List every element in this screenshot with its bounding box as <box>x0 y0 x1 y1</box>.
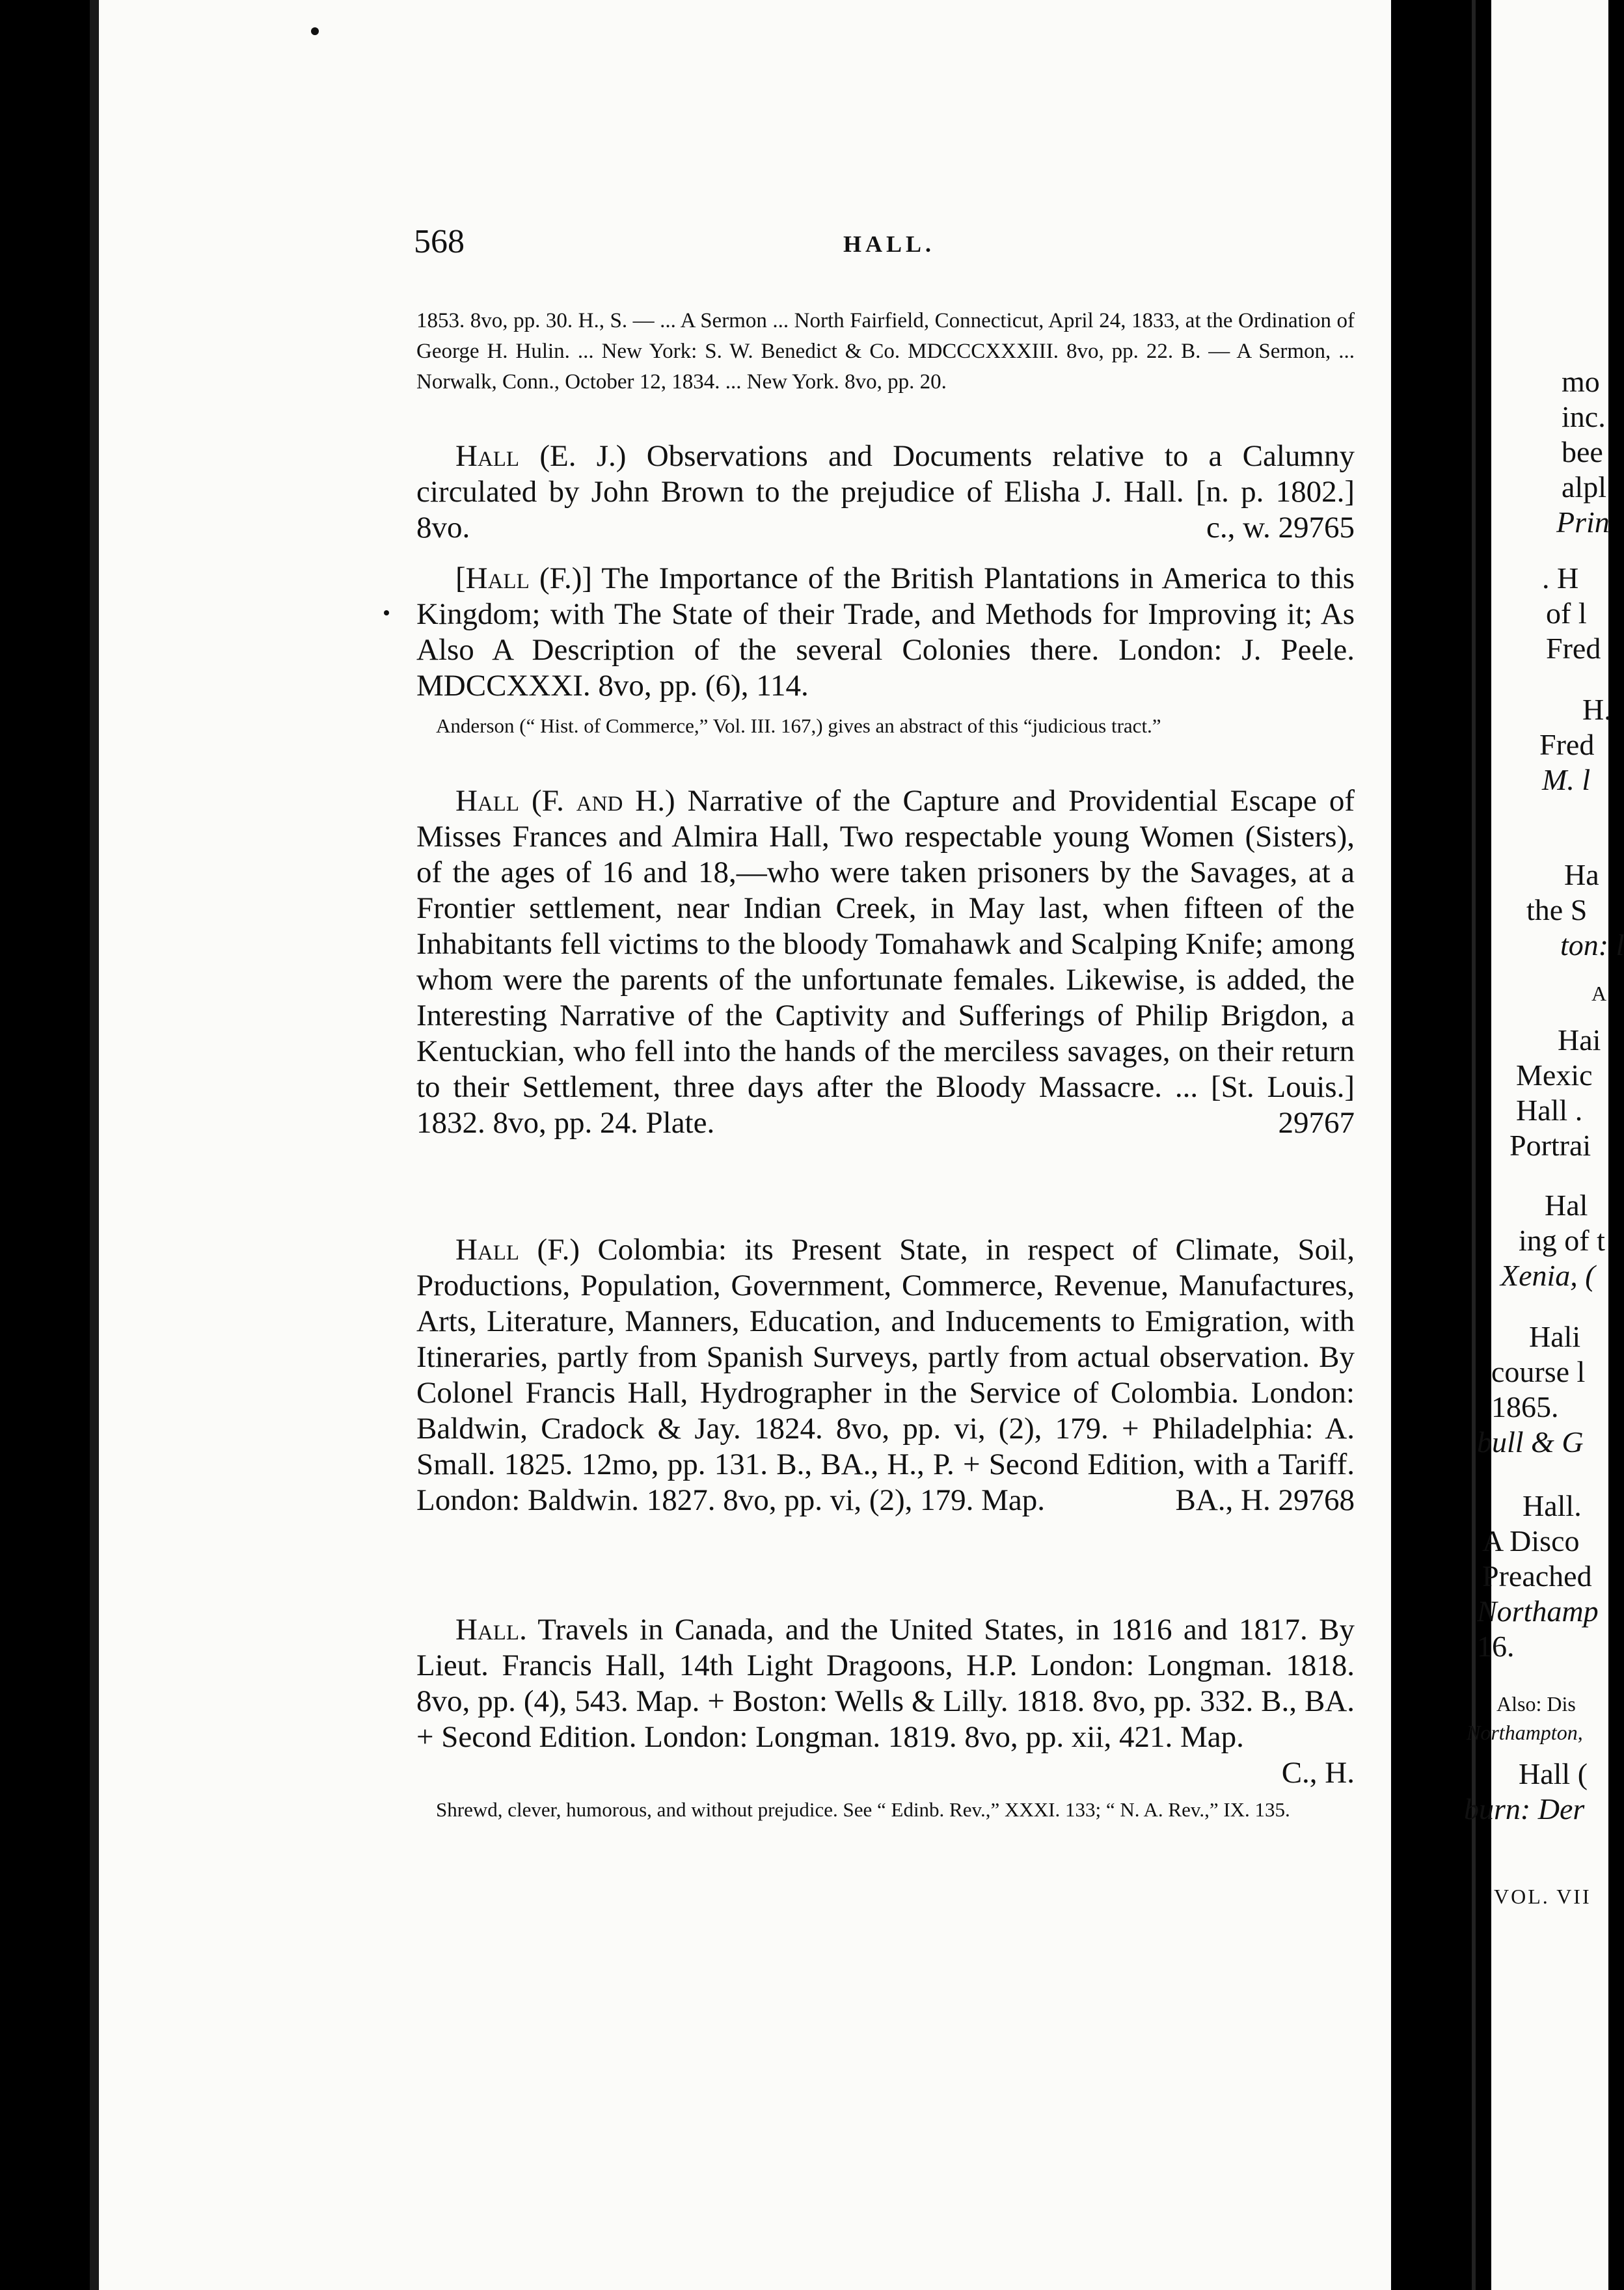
right-page-fragment: M. l <box>1542 763 1591 796</box>
right-page-fragment: Prin <box>1556 505 1610 539</box>
right-page-fragment: VOL. VII <box>1494 1885 1591 1908</box>
note-text: Anderson (“ Hist. of Commerce,” Vol. III. 167,) gives an abstract of this “judicious tract.” <box>436 714 1161 737</box>
right-page-fragment: . H <box>1542 561 1579 595</box>
entry-text: Narrative of the Capture and Providential Escape of Misses Frances and Almira Hall, Two respectable young Women (Sisters), of the ages of 16 and 18,—who were taken prisoners by the Savages, at a Frontier settlement, near Indian Creek, in May last, when fifteen of the Inhabitants fell victims to the bloody Tomahawk and Scalping Knife; among whom were the parents of the unfortunate females. Likewise, is added, the Interesting Narrative of the Captivity and Sufferings of Philip Brigdon, a Kentuckian, who fell into the hands of the merciless savages, on their return to their Settlement, three days after the Bloody Massacre. ... [St. Louis.] 1832. 8vo, pp. 24. Plate. <box>416 784 1355 1140</box>
entry-heading: [Hall (F.)] <box>455 561 593 595</box>
right-page-fragment: Hall . <box>1516 1094 1583 1127</box>
right-page-fragment: Hall ( <box>1519 1757 1588 1790</box>
entry-heading: Hall (F. and H.) <box>455 784 675 818</box>
right-page-fragment: A <box>1591 982 1607 1005</box>
right-page-fragment: A Disco <box>1482 1524 1580 1557</box>
bib-entry <box>416 783 1355 1141</box>
right-page-fragment: Hall. <box>1522 1489 1582 1522</box>
entry-text: Colombia: its Present State, in respect of Climate, Soil, Productions, Population, Government, Commerce, Revenue, Manufactures, Arts, Literature, Manners, Education, and Inducements to Emigration, with Itineraries, partly from Spanish Surveys, partly from actual observation. By Colonel Francis Hall, Hydrographer in the Service of Colombia. London: Baldwin, Cradock & Jay. 1824. 8vo, pp. vi, (2), 179. + Philadelphia: A. Small. 1825. 12mo, pp. 131. B., BA., H., P. + Second Edition, with a Tariff. London: Baldwin. 1827. 8vo, pp. vi, (2), 179. Map. <box>416 1233 1355 1517</box>
running-head <box>414 222 1357 275</box>
bib-entry <box>416 561 1355 704</box>
entry-heading: Hall. <box>455 1613 527 1647</box>
right-page-fragment: of l <box>1546 597 1587 630</box>
entry-number: BA., H. 29768 <box>1175 1483 1355 1517</box>
right-page-fragment: Preached <box>1482 1559 1592 1593</box>
scan-speck <box>384 610 389 615</box>
entry-text: Travels in Canada, and the United States, in 1816 and 1817. By Lieut. Francis Hall, 14th Light Dragoons, H.P. London: Longman. 1818. 8vo, pp. (4), 543. Map. + Boston: Wells & Lilly. 1818. 8vo, pp. 332. B., BA. + Second Edition. London: Longman. 1819. 8vo, pp. xii, 421. Map. <box>416 1613 1355 1754</box>
scan-speck <box>311 27 319 35</box>
right-page-fragment: Xenia, ( <box>1500 1259 1595 1292</box>
right-page-fragment: H. <box>1582 693 1612 726</box>
note-text: Shrewd, clever, humorous, and without prejudice. See “ Edinb. Rev.,” XXXI. 133; “ N. A. Rev.,” IX. 135. <box>436 1798 1290 1821</box>
right-page-fragment: course l <box>1491 1355 1586 1388</box>
entry-text: Observations and Documents relative to a Calumny circulated by John Brown to the prejudice of Elisha J. Hall. [n. p. 1802.] 8vo. <box>416 439 1355 545</box>
right-page-fragment: inc. <box>1562 400 1606 433</box>
entry-heading: Hall (F.) <box>455 1233 580 1267</box>
right-page-fragment: Hali <box>1529 1320 1581 1353</box>
entry-heading: Hall (E. J.) <box>455 439 627 473</box>
entry-number: 29767 <box>1278 1106 1355 1140</box>
right-page-fragment: Also: Dis <box>1496 1692 1576 1716</box>
right-page-fragment: Hai <box>1558 1023 1601 1057</box>
right-page-fragment: mo <box>1562 365 1600 398</box>
continued-entry <box>416 306 1355 397</box>
page-number: 568 <box>414 223 465 260</box>
right-page-fragment: 16. <box>1477 1630 1515 1663</box>
right-page-fragment: 1865. <box>1491 1390 1559 1423</box>
right-page-fragment: Northamp <box>1477 1595 1599 1628</box>
right-page-fragment: burn: Der <box>1464 1792 1585 1825</box>
bib-entry <box>416 438 1355 546</box>
entry-number: c., w. 29765 <box>1206 511 1355 545</box>
entry-note <box>416 712 1355 740</box>
right-page-fragment: ing of t <box>1519 1224 1605 1257</box>
bib-entry <box>416 1612 1355 1791</box>
page-edge-shadow <box>90 0 99 2290</box>
running-head-title: HALL. <box>843 231 936 257</box>
page-gutter <box>1472 0 1476 2290</box>
right-page-fragment: Portrai <box>1509 1129 1591 1162</box>
right-page-fragment: bull & G <box>1477 1425 1584 1459</box>
entry-number: C., H. <box>1281 1756 1355 1790</box>
right-page-fragment: Fred <box>1539 728 1595 761</box>
right-page-fragment: ton: l <box>1560 928 1624 962</box>
right-page-fragment: alpl <box>1562 470 1606 504</box>
right-page-fragment: the S <box>1526 893 1588 926</box>
entry-text: The Importance of the British Plantations in America to this Kingdom; with The State of their Trade, and Methods for Improving it; As Also A Description of the several Colonies there. London: J. Peele. MDCCXXXI. 8vo, pp. (6), 114. <box>416 561 1355 703</box>
right-page-fragment: Northampton, <box>1467 1721 1583 1744</box>
right-page-fragment: Ha <box>1564 858 1599 891</box>
entry-note <box>416 1796 1355 1824</box>
right-page-fragment: Fred <box>1546 632 1601 665</box>
right-page-fragment: Hal <box>1545 1189 1588 1222</box>
entry-text: 1853. 8vo, pp. 30. H., S. — ... A Sermon ... North Fairfield, Connecticut, April 24, 1833, at the Ordination of George H. Hulin. ... New York: S. W. Benedict & Co. MDCCCXXXIII. 8vo, pp. 22. B. — A Sermon, ... Norwalk, Conn., October 12, 1834. ... New York. 8vo, pp. 20. <box>416 309 1355 394</box>
bib-entry <box>416 1232 1355 1518</box>
right-page-fragment: Mexic <box>1516 1058 1593 1092</box>
right-page-fragment: bee <box>1562 435 1603 468</box>
